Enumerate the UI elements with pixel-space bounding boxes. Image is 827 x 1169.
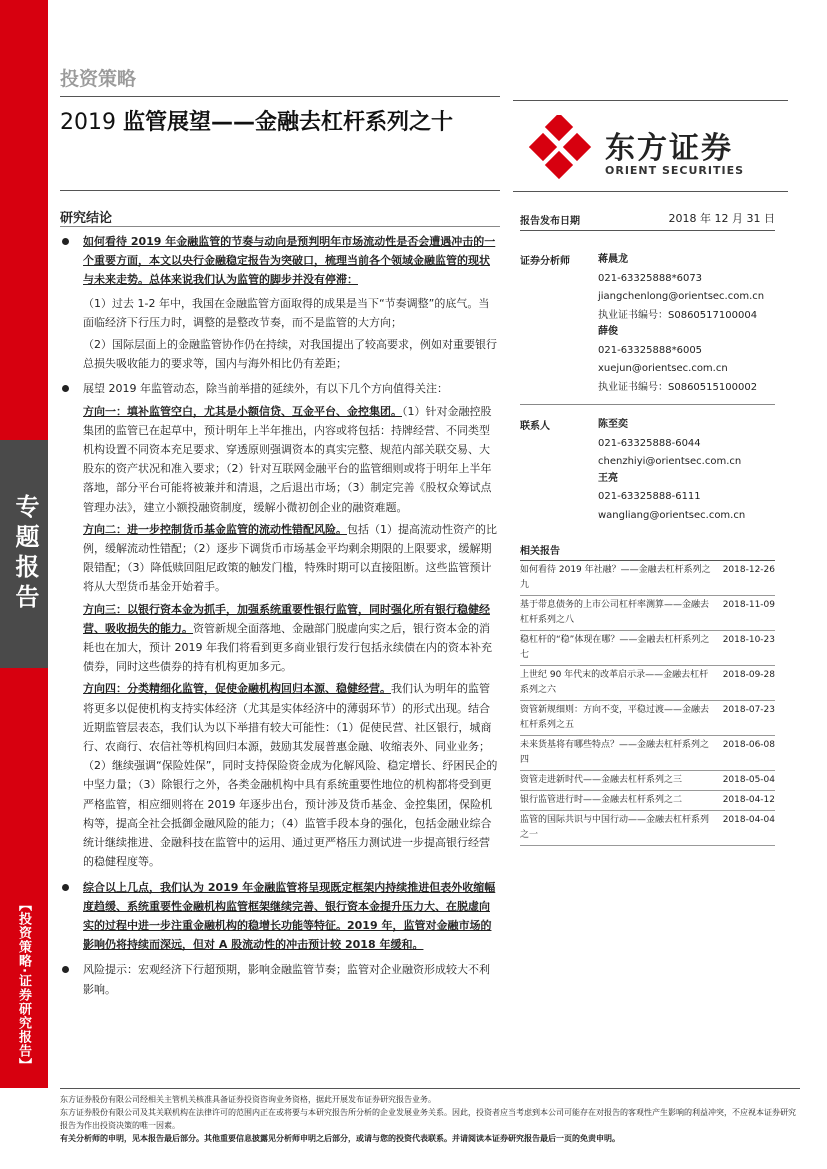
related-reports [520, 542, 775, 846]
related-row[interactable] [520, 596, 775, 631]
direction-1-title: 方向一：填补监管空白，尤其是小额信贷、互金平台、金控集团。 [83, 404, 402, 418]
related-row[interactable] [520, 666, 775, 701]
related-date: 2018-04-04 [722, 815, 775, 825]
sidebar-red-bottom [0, 668, 48, 1088]
related-date: 2018-07-23 [722, 705, 775, 715]
related-date: 2018-11-09 [722, 600, 775, 610]
analysts-list [598, 252, 764, 395]
bullet-summary [60, 878, 500, 955]
related-row[interactable] [520, 631, 775, 666]
analyst-email[interactable]: xuejun@orientsec.com.cn [598, 363, 728, 374]
related-row[interactable] [520, 791, 775, 811]
analyst-cert: 执业证书编号：S0860515100002 [598, 381, 758, 393]
title-year: 2019 [60, 110, 116, 135]
related-title[interactable]: 基于带息债务的上市公司杠杆率测算——金融去杠杆系列之八 [520, 600, 710, 625]
related-row[interactable] [520, 811, 775, 846]
related-title[interactable]: 银行监管进行时——金融去杠杆系列之二 [520, 795, 683, 805]
contact-name: 陈至奕 [598, 419, 628, 430]
footer-line-3: 有关分析师的申明，见本报告最后部分。其他重要信息披露见分析师申明之后部分，或请与您的投资代表联系。并请阅读本证券研究报告最后一页的免责申明。 [60, 1134, 620, 1143]
analyst-phone: 021-63325888*6005 [598, 344, 703, 356]
category-label: 投资策略 [60, 68, 137, 90]
title-rule [60, 190, 500, 191]
related-title[interactable]: 未来货基将有哪些特点？——金融去杠杆系列之四 [520, 740, 710, 765]
direction-1 [60, 402, 500, 517]
related-title[interactable]: 监管的国际共识与中国行动——金融去杠杆系列之一 [520, 815, 710, 840]
contacts-block [520, 417, 775, 527]
header-rule [60, 96, 500, 97]
report-date-value: 2018 年 12 月 31 日 [668, 212, 775, 225]
related-title[interactable]: 上世纪 90 年代末的改革启示录——金融去杠杆系列之六 [520, 670, 709, 695]
page-title [60, 106, 500, 140]
related-title[interactable]: 资管新规细则：方向不变，平稳过渡——金融去杠杆系列之五 [520, 705, 710, 730]
related-row[interactable] [520, 736, 775, 771]
related-title[interactable]: 资管走进新时代——金融去杠杆系列之三 [520, 775, 683, 785]
analysts-block [520, 252, 775, 402]
point-2: （2）国际层面上的金融监管协作仍在持续，对我国提出了较高要求，例如对重要银行总损失吸收能力的要求等，国内与海外相比仍有差距； [83, 338, 497, 371]
contact-phone: 021-63325888-6111 [598, 491, 701, 502]
sidebar-label-strategy: 【投资策略·证券研究报告】 [16, 898, 31, 1072]
footer [60, 1093, 800, 1145]
direction-3-title: 方向三：以银行资本金为抓手，加强系统重要性银行监管，同时强化所有银行稳健经营、吸收损失的能力。 [83, 602, 490, 635]
contact-email[interactable]: wangliang@orientsec.com.cn [598, 509, 746, 521]
analyst-name: 蒋晨龙 [598, 254, 628, 265]
logo-en: ORIENT SECURITIES [605, 164, 745, 177]
bullet-dot [62, 884, 69, 891]
related-date: 2018-04-12 [722, 795, 775, 805]
risk-text: 风险提示：宏观经济下行超预期，影响金融监管节奏；监管对企业融资形成较大不利影响。 [83, 963, 490, 996]
analyst-name: 薛俊 [598, 326, 618, 337]
related-date: 2018-09-28 [722, 670, 775, 680]
contact-name: 王亮 [598, 472, 618, 484]
analyst-email[interactable]: jiangchenlong@orientsec.com.cn [598, 291, 765, 302]
direction-2 [60, 520, 500, 597]
analysts-label: 证券分析师 [520, 256, 570, 267]
bullet-dot [62, 385, 69, 392]
direction-4 [60, 679, 500, 871]
outlook-text: 展望 2019 年监管动态，除当前举措的延续外，有以下几个方向值得关注： [83, 382, 448, 396]
direction-3-text: 资管新规全面落地、金融部门脱虚向实之后，银行资本金的消耗也在加大，预计 2019 年我们将看到更多商业银行发行包括永续债在内的资本补充债券，同时这些债券的持有机构更加多元。 [83, 621, 492, 674]
related-row[interactable] [520, 561, 775, 596]
main-body [60, 232, 500, 999]
bullet-risk [60, 960, 500, 998]
orient-logo-icon [529, 115, 597, 183]
contact-phone: 021-63325888-6044 [598, 437, 701, 449]
title-text: 监管展望——金融去杠杆系列之十 [123, 110, 454, 135]
sidebar-red-top [0, 0, 48, 440]
direction-2-text: 包括（1）提高流动性资产的比例，缓解流动性错配；（2）逐步下调货币市场基金平均剩余期限的上限要求，缓解期限错配；（3）降低赎回阻尼政策的触发门槛，特殊时期可以直接阻断。这些监管预计将从大型货币基金开始着手。 [83, 522, 497, 594]
analyst-cert: 执业证书编号：S0860517100004 [598, 309, 758, 321]
bullet-outlook [60, 379, 500, 398]
related-row[interactable] [520, 771, 775, 791]
related-row[interactable] [520, 701, 775, 736]
related-date: 2018-06-08 [722, 740, 775, 750]
footer-line-1: 东方证券股份有限公司经相关主管机关核准具备证券投资咨询业务资格，据此开展发布证券研究报告业务。 [60, 1095, 436, 1104]
logo-box [513, 100, 788, 192]
intro-text: 如何看待 2019 年金融监管的节奏与动向是预判明年市场流动性是否会遭遇冲击的一个重要方面，本文以央行金融稳定报告为突破口，梳理当前各个领域金融监管的现状与未来走势。总体来说我们认为监管的脚步并没有停滞： [83, 235, 496, 287]
footer-line-2: 东方证券股份有限公司及其关联机构在法律许可的范围内正在或将要与本研究报告所分析的企业发展业务关系。因此，投资者应当考虑到本公司可能存在对报告的客观性产生影响的利益冲突，不应视本证券研究报告为作出投资决策的唯一因素。 [60, 1108, 796, 1130]
direction-3 [60, 600, 500, 677]
direction-4-text: 我们认为明年的监管将更多以促使机构支持实体经济（尤其是实体经济中的薄弱环节）的形式出现。结合近期监管层表态，我们认为以下举措有较大可能性：（1）促使民营、社区银行，城商行、农商行、农信社等机构回归本源，鼓励其发展普惠金融、收缩表外、同业业务；（2）继续强调“保险姓保”，同时支持保险资金成为化解风险、稳定增长、纾困民企的中坚力量；（3）除银行之外，各类金融机构中具有系统重要性地位的机构都将受到更严格监管，相应细则将在 2019 年逐步出台，预计涉及货币基金、金控集团，保险机构等，提高全社会抵御金融风险的能力；（4）监管手段本身的强化，包括金融业综合统计继续推进、金融科技在监管中的运用、通过更严格压力测试进一步提高银行经营的稳健程度等。 [83, 682, 498, 869]
contacts-label: 联系人 [520, 421, 550, 432]
bullet-intro [60, 232, 500, 290]
contact-email[interactable]: chenzhiyi@orientsec.com.cn [598, 456, 742, 467]
point-1: （1）过去 1-2 年中，我国在金融监管方面取得的成果是当下“节奏调整”的底气。当面临经济下行压力时，调整的是整改节奏，而不是监管的大方向； [83, 296, 490, 329]
related-date: 2018-10-23 [722, 635, 775, 645]
direction-1-text: （1）针对金融控股集团的监管已在起草中，预计明年上半年推出，内容或将包括：持牌经营、不同类型机构设置不同资本充足要求、穿透原则强调资本的真实完整、规范内部关联交易、大股东的资产状况和准入要求；（2）针对互联网金融平台的监管细则或将于明年上半年落地，部分平台可能将被兼并和清退，之后退出市场；（3）制定完善《股权众筹试点管理办法》，建立小额投融资制度，缓解小微初创企业的融资难题。 [83, 404, 492, 514]
sidebar-gray-band [0, 440, 48, 668]
related-title[interactable]: 如何看待 2019 年社融？——金融去杠杆系列之九 [520, 565, 711, 590]
footer-rule [60, 1088, 800, 1089]
direction-2-title: 方向二：进一步控制货币基金监管的流动性错配风险。 [83, 522, 347, 536]
summary-text: 综合以上几点，我们认为 2019 年金融监管将呈现既定框架内持续推进但表外收缩幅度趋缓、系统重要性金融机构监管框架继续完善、银行资本金提升压力大、在脱虚向实的过程中进一步注重金融机构的稳增长功能等特征。2019 年，监管对金融市场的影响仍将持续而深远，但对 A 股流动性的冲击预计较 2018 年缓和。 [83, 880, 496, 952]
direction-4-title: 方向四：分类精细化监管，促使金融机构回归本源、稳健经营。 [83, 682, 391, 696]
related-table [520, 561, 775, 846]
logo-cn: 东方证券 [605, 131, 733, 166]
related-date: 2018-05-04 [722, 775, 775, 785]
analyst-phone: 021-63325888*6073 [598, 272, 703, 284]
related-label: 相关报告 [520, 542, 775, 561]
related-date: 2018-12-26 [722, 565, 775, 575]
bullet-dot [62, 966, 69, 973]
bullet-dot [62, 238, 69, 245]
section-rule [60, 226, 500, 227]
sidebar-label-special-report: 专题报告 [11, 494, 39, 614]
report-date-row [520, 210, 775, 231]
report-date-label: 报告发布日期 [520, 216, 580, 227]
related-title[interactable]: 稳杠杆的“稳”体现在哪？——金融去杠杆系列之七 [520, 635, 710, 660]
section-title: 研究结论 [60, 211, 113, 226]
analysts-rule [520, 404, 775, 405]
contacts-list [598, 417, 745, 523]
